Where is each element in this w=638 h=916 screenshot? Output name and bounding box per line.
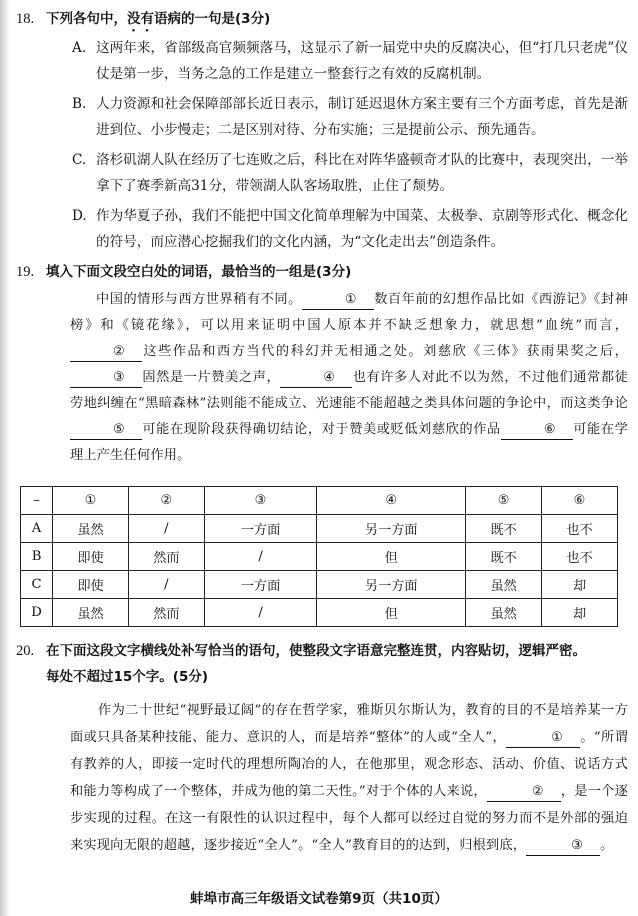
table-cell: 即使 (53, 543, 129, 571)
stem-text: 填入下面文段空白处的词语，最恰当的一组是(3分) (46, 264, 352, 280)
question-18-stem (16, 8, 270, 35)
table-cell: B (21, 543, 53, 571)
q20-passage (70, 697, 628, 859)
table-cell: 却 (542, 571, 618, 599)
blank-4: ④ (280, 369, 352, 388)
table-row (21, 543, 618, 571)
question-19-stem (16, 261, 351, 283)
table-cell: 另一方面 (317, 515, 466, 543)
blank-2: ② (487, 783, 561, 802)
table-cell: 一方面 (204, 571, 316, 599)
option-a (52, 35, 628, 87)
q19-passage (70, 287, 628, 469)
question-number: 19. (16, 264, 35, 280)
option-text: 洛杉矶湖人队在经历了七连败之后，科比在对阵华盛顿奇才队的比赛中，表现突出，一举拿下了赛季新高31分，带领湖人队客场取胜，止住了颓势。 (96, 152, 628, 194)
table-header-row (21, 487, 618, 515)
table-row (21, 599, 618, 627)
option-text: 人力资源和社会保障部部长近日表示，制订延迟退休方案主要有三个方面考虑，首先是渐进到位、小步慢走；二是区别对待、分布实施；三是提前公示、预先通告。 (96, 96, 628, 138)
table-cell: 即使 (53, 571, 129, 599)
table-cell: 但 (317, 543, 466, 571)
stem-text: 语病的一句是(3分) (154, 11, 271, 27)
blank-1: ① (506, 729, 580, 748)
table-cell: 也不 (542, 543, 618, 571)
table-cell: / (204, 599, 316, 627)
table-cell: 但 (317, 599, 466, 627)
passage-text: ，是一个逐步实现的过程。在这一有限性的认识过程中，每个人都可以经过自觉的努力而不是外部的强迫来实现向无限的超越，逐步接近“全人”。“全人”教育目的的达到，归根到底， (70, 784, 628, 853)
table-header-cell: ③ (204, 487, 316, 515)
table-header-cell: ② (128, 487, 204, 515)
option-c (52, 147, 628, 199)
blank-1: ① (302, 291, 374, 310)
passage-text: 这些作品和西方当代的科幻并无相通之处。刘慈欣《三体》获雨果奖之后， (142, 344, 628, 359)
table-cell: 另一方面 (317, 571, 466, 599)
table-cell: 虽然 (466, 599, 542, 627)
passage-text: 也有许多人对此不以为然，不过他们通常都徒劳地纠缠在“黑暗森林”法则能不能成立、光速能不能超越之类具体问题的争论中，而这类争论 (70, 370, 628, 411)
stem-text: 在下面这段文字横线处补写恰当的语句，使整段文字语意完整连贯，内容贴切，逻辑严密。 (46, 643, 586, 659)
table-cell: 也不 (542, 515, 618, 543)
option-label: A. (72, 40, 87, 56)
table-cell: / (128, 515, 204, 543)
table-cell: 却 (542, 599, 618, 627)
blank-5: ⑤ (70, 421, 142, 440)
passage-text: 。 (600, 838, 614, 853)
table-header-cell: ⑥ (542, 487, 618, 515)
table-cell: 然而 (128, 599, 204, 627)
blank-3: ③ (526, 837, 600, 856)
table-header-cell: ④ (317, 487, 466, 515)
table-cell: 既不 (466, 515, 542, 543)
table-cell: D (21, 599, 53, 627)
option-label: D. (72, 208, 87, 224)
answer-options-table (20, 486, 618, 627)
table-cell: C (21, 571, 53, 599)
table-cell: 既不 (466, 543, 542, 571)
stem-text: 下列各句中， (46, 11, 127, 27)
question-20-stem (16, 640, 628, 688)
table-header-cell: ⑤ (466, 487, 542, 515)
table-header-cell: – (21, 487, 53, 515)
table-cell: / (204, 543, 316, 571)
blank-3: ③ (70, 369, 142, 388)
passage-text: 。“所谓有教养的人，即接一定时代的理想所陶冶的人，在他那里，观念形态、活动、价值、说话方式和能力等构成了一个整体，并成为他的第二天性。”对于个体的人来说， (70, 730, 629, 799)
table-cell: / (128, 571, 204, 599)
question-number: 18. (16, 11, 35, 27)
table-cell: 虽然 (53, 599, 129, 627)
blank-2: ② (70, 343, 142, 362)
passage-text: 作为二十世纪“视野最辽阔”的存在哲学家，雅斯贝尔斯认为，教育的目的不是培养某一方面或只具备某种技能、能力、意识的人，而是培养“整体”的人或“全人”， (70, 703, 628, 745)
table-row (21, 515, 618, 543)
table-cell: 然而 (128, 543, 204, 571)
passage-text: 可能在学理上产生任何作用。 (70, 422, 628, 463)
table-row (21, 571, 618, 599)
passage-text: 固然是一片赞美之声， (142, 370, 281, 385)
option-label: C. (72, 152, 87, 168)
option-text: 作为华夏子孙，我们不能把中国文化简单理解为中国菜、太极拳、京剧等形式化、概念化的符号，而应潜心挖掘我们的文化内涵，为“文化走出去”创造条件。 (96, 208, 628, 250)
passage-text: 数百年前的幻想作品比如《西游记》《封神榜》和《镜花缘》，可以用来证明中国人原本并不缺乏想象力，就思想“血统”而言， (70, 292, 629, 333)
option-text: 这两年来，省部级高官频频落马，这显示了新一届党中央的反腐决心，但“打几只老虎”仪仗是第一步，当务之急的工作是建立一整套行之有效的反腐机制。 (96, 40, 628, 82)
option-b (52, 91, 628, 143)
page-edge-shadow (0, 0, 10, 916)
table-cell: 一方面 (204, 515, 316, 543)
table-cell: 虽然 (53, 515, 129, 543)
passage-text: 中国的情形与西方世界稍有不同。 (96, 292, 302, 307)
page-footer: 蚌埠市高三年级语文试卷第9页（共10页） (190, 891, 448, 907)
option-d (52, 203, 628, 255)
option-label: B. (72, 96, 87, 112)
emphasized-word: 没有 (127, 11, 154, 27)
table-cell: A (21, 515, 53, 543)
table-header-cell: ① (53, 487, 129, 515)
passage-text: 可能在现阶段获得确切结论，对于赞美或贬低刘慈欣的作品 (142, 422, 501, 437)
stem-text: 每处不超过15个字。(5分) (46, 669, 209, 685)
table-cell: 虽然 (466, 571, 542, 599)
question-number: 20. (16, 643, 35, 659)
blank-6: ⑥ (501, 421, 573, 440)
